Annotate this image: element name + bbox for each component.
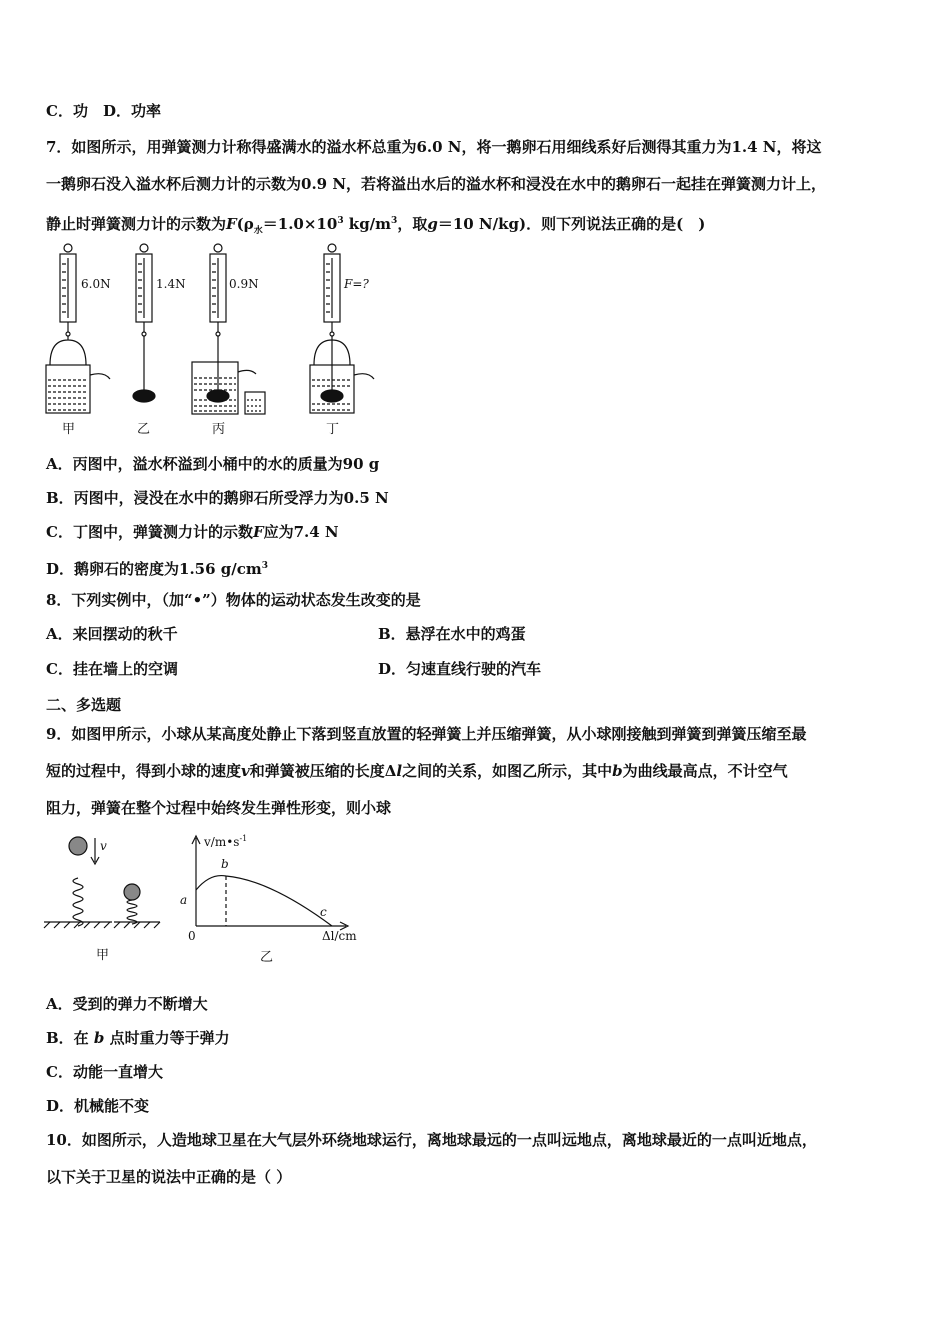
q10-stem-line1: 10．如图所示，人造地球卫星在大气层外环绕地球运行，离地球最远的一点叫远地点，离地球最近的一点叫近地点， [46, 1131, 817, 1149]
q9-option-c: C．动能一直增大 [46, 1063, 163, 1081]
falling-ball [69, 837, 87, 855]
label-jia: 甲 [62, 422, 76, 437]
y-axis-label: $v/m•s^{-1}$ [204, 834, 248, 849]
label-ding: 丁 [326, 422, 340, 437]
q7-stem-line2: 一鹅卵石没入溢水杯后测力计的示数为0.9 N，若将溢出水后的溢水杯和浸没在水中的鹅卵石一起挂在弹簧测力计上， [46, 175, 827, 193]
label-jia: 甲 [96, 948, 110, 963]
arrow-label-v: v [100, 839, 107, 853]
q8-option-c: C．挂在墙上的空调 [46, 660, 178, 678]
reading-yi: 1.4N [156, 277, 186, 291]
section-title: 二、多选题 [46, 696, 122, 714]
point-a-label: a [180, 893, 188, 907]
label-yi: 乙 [137, 422, 151, 437]
q9-option-b: B．在 b 点时重力等于弹力 [46, 1029, 230, 1047]
reading-bing: 0.9N [229, 277, 259, 291]
q7-option-b: B．丙图中，浸没在水中的鹅卵石所受浮力为0.5 N [46, 489, 389, 507]
q9-figure [40, 828, 380, 968]
q7-option-a: A．丙图中，溢水杯溢到小桶中的水的质量为90 g [46, 455, 380, 473]
spring-uncompressed [73, 878, 83, 926]
q9-option-d: D．机械能不变 [46, 1097, 150, 1115]
q8-option-a: A．来回摆动的秋千 [46, 625, 178, 643]
spring-scale-ding [310, 244, 374, 413]
reading-jia: 6.0N [81, 277, 111, 291]
label-bing: 丙 [212, 422, 226, 437]
label-yi: 乙 [260, 950, 274, 965]
q7-option-c: C．丁图中，弹簧测力计的示数F应为7.4 N [46, 523, 339, 541]
q7-figure [40, 240, 390, 440]
q9-option-a: A．受到的弹力不断增大 [46, 995, 208, 1013]
q7-stem-line3: 静止时弹簧测力计的示数为$F(\rho_水=1.0\times 10^3$ $kg/m^3$，取g＝10 N/kg)．则下列说法正确的是( ) [46, 215, 706, 236]
q8-option-b: B．悬浮在水中的鸡蛋 [378, 625, 526, 643]
reading-ding: F=? [344, 277, 369, 291]
q8-stem: 8．下列实例中，（加“•”）物体的运动状态发生改变的是 [46, 591, 421, 609]
q10-stem-line2: 以下关于卫星的说法中正确的是（ ） [46, 1168, 292, 1186]
spring-scale-yi [133, 244, 155, 402]
q7-option-d: D．鹅卵石的密度为1.56 $g/cm^3$ [46, 560, 269, 578]
point-b-label: b [221, 857, 229, 871]
q9-stem-line1: 9．如图甲所示，小球从某高度处静止下落到竖直放置的轻弹簧上并压缩弹簧，从小球刚接触到弹簧到弹簧压缩至最 [46, 725, 807, 743]
q8-option-d: D．匀速直线行驶的汽车 [378, 660, 542, 678]
x-axis-label: Δl/cm [322, 929, 357, 943]
ball-on-spring [124, 884, 140, 900]
spring-compressed [127, 900, 137, 924]
velocity-curve [196, 876, 332, 926]
q9-stem-line2: 短的过程中，得到小球的速度v和弹簧被压缩的长度Δl之间的关系，如图乙所示，其中b为曲线最高点，不计空气 [46, 762, 788, 780]
origin-label: 0 [188, 929, 196, 943]
q6-option-cd: C．功 D．功率 [46, 102, 161, 120]
spring-scale-jia [46, 244, 110, 413]
point-c-label: c [320, 905, 327, 919]
q9-stem-line3: 阻力，弹簧在整个过程中始终发生弹性形变，则小球 [46, 799, 392, 817]
spring-scale-bing [192, 244, 265, 414]
q7-stem-line1: 7．如图所示，用弹簧测力计称得盛满水的溢水杯总重为6.0 N，将一鹅卵石用细线系好后测得其重力为1.4 N，将这 [46, 138, 822, 156]
